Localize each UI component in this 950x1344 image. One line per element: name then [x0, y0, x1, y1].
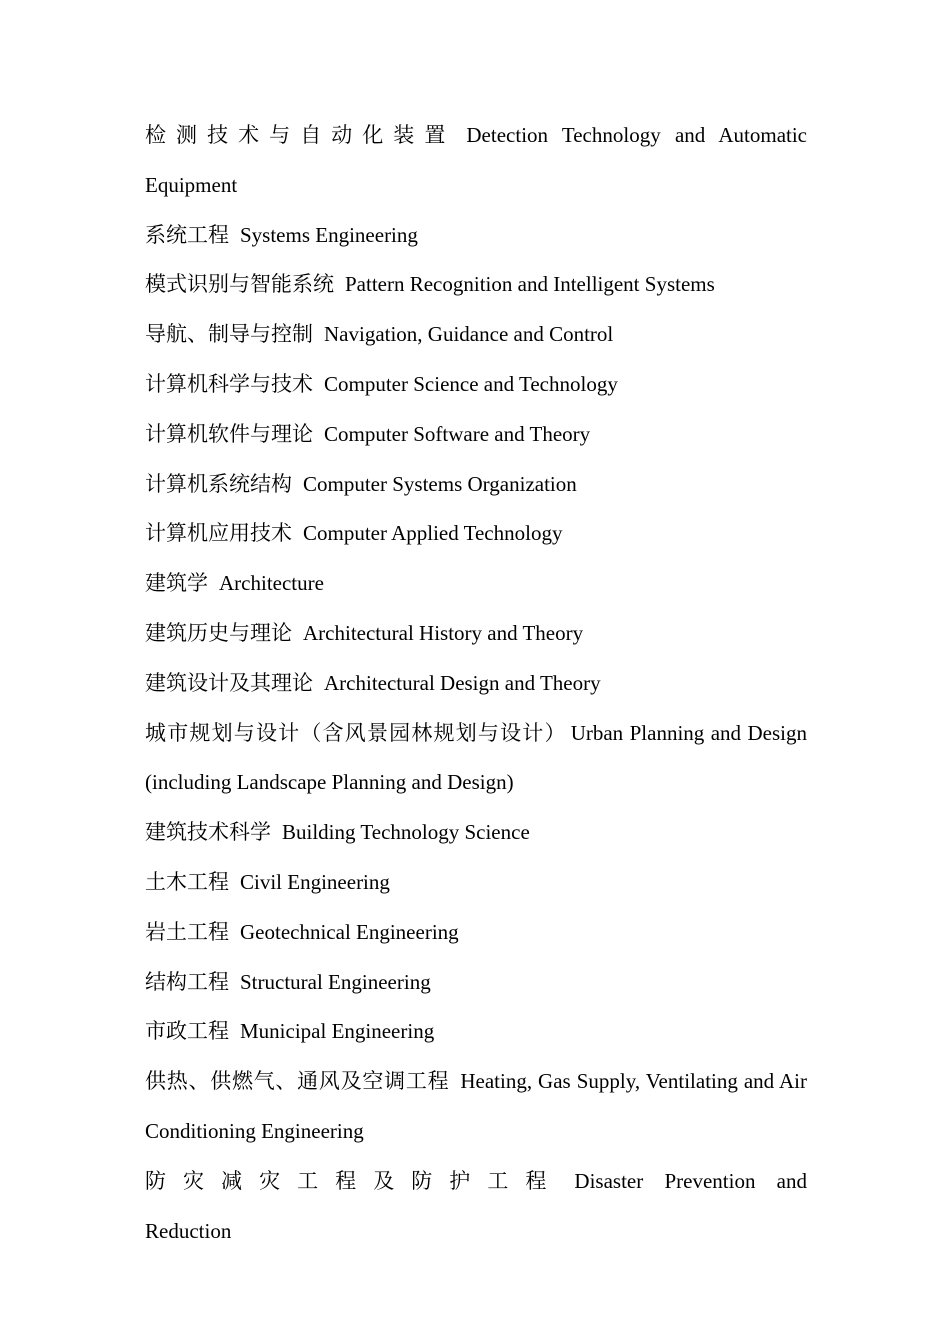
entry-chinese-term: 计算机软件与理论	[145, 421, 313, 446]
entry-chinese-term: 系统工程	[145, 222, 229, 247]
entry-chinese-term: 市政工程	[145, 1019, 229, 1044]
entry-civil-engineering	[145, 858, 807, 908]
entry-english-term: Computer Science and Technology	[324, 371, 618, 396]
entry-computer-applied	[145, 509, 807, 559]
entry-geotechnical-engineering	[145, 908, 807, 958]
entry-building-technology	[145, 808, 807, 858]
entry-chinese-term: 土木工程	[145, 869, 229, 894]
entry-chinese-term: 建筑设计及其理论	[145, 670, 313, 695]
entry-english-term: Disaster Prevention and Reduction	[145, 1168, 807, 1243]
entry-chinese-term: 防灾减灾工程及防护工程	[145, 1168, 564, 1193]
entry-english-term: Computer Systems Organization	[303, 471, 577, 496]
entry-chinese-term: 结构工程	[145, 969, 229, 994]
entry-chinese-term: 岩土工程	[145, 919, 229, 944]
entry-english-term: Municipal Engineering	[240, 1019, 435, 1044]
entry-navigation-guidance	[145, 310, 807, 360]
entry-architectural-design	[145, 659, 807, 709]
entry-english-term: Computer Software and Theory	[324, 421, 591, 446]
entry-systems-engineering	[145, 211, 807, 261]
entry-english-term: Civil Engineering	[240, 869, 390, 894]
entry-english-term: Building Technology Science	[282, 820, 530, 845]
entry-english-term: Navigation, Guidance and Control	[324, 322, 614, 347]
entry-computer-software	[145, 410, 807, 460]
document-page	[145, 111, 807, 1256]
entry-english-term: Heating, Gas Supply, Ventilating and Air Conditioning Engineering	[145, 1069, 807, 1143]
entry-architectural-history	[145, 609, 807, 659]
entry-municipal-engineering	[145, 1007, 807, 1057]
entry-english-term: Systems Engineering	[240, 222, 418, 247]
entry-chinese-term: 城市规划与设计（含风景园林规划与设计）	[145, 720, 567, 745]
entry-detection-technology	[145, 111, 807, 211]
entry-chinese-term: 检测技术与自动化装置	[145, 123, 456, 147]
entry-chinese-term: 建筑技术科学	[145, 820, 271, 845]
entry-urban-planning	[145, 709, 807, 809]
entry-english-term: Architecture	[219, 571, 324, 596]
entry-computer-science	[145, 360, 807, 410]
entry-structural-engineering	[145, 958, 807, 1008]
entry-chinese-term: 计算机系统结构	[145, 471, 292, 496]
entry-chinese-term: 导航、制导与控制	[145, 322, 313, 347]
entry-english-term: Geotechnical Engineering	[240, 919, 459, 944]
entry-computer-systems	[145, 460, 807, 510]
entry-english-term: Urban Planning and Design (including Landscape Planning and Design)	[145, 720, 807, 795]
entry-chinese-term: 模式识别与智能系统	[145, 272, 334, 297]
entry-chinese-term: 计算机应用技术	[145, 521, 292, 546]
entry-chinese-term: 建筑学	[145, 571, 208, 596]
entry-pattern-recognition	[145, 260, 807, 310]
entry-chinese-term: 计算机科学与技术	[145, 371, 313, 396]
entry-disaster-prevention	[145, 1157, 807, 1257]
entry-english-term: Pattern Recognition and Intelligent Systems	[345, 272, 715, 297]
entry-english-term: Detection Technology and Automatic Equipment	[145, 123, 808, 197]
entry-english-term: Structural Engineering	[240, 969, 431, 994]
entry-heating-gas-ventilating	[145, 1057, 807, 1157]
entry-english-term: Architectural Design and Theory	[324, 670, 601, 695]
entry-chinese-term: 供热、供燃气、通风及空调工程	[145, 1069, 450, 1094]
entry-architecture	[145, 559, 807, 609]
entry-english-term: Computer Applied Technology	[303, 521, 563, 546]
entry-chinese-term: 建筑历史与理论	[145, 620, 292, 645]
entry-english-term: Architectural History and Theory	[303, 620, 584, 645]
